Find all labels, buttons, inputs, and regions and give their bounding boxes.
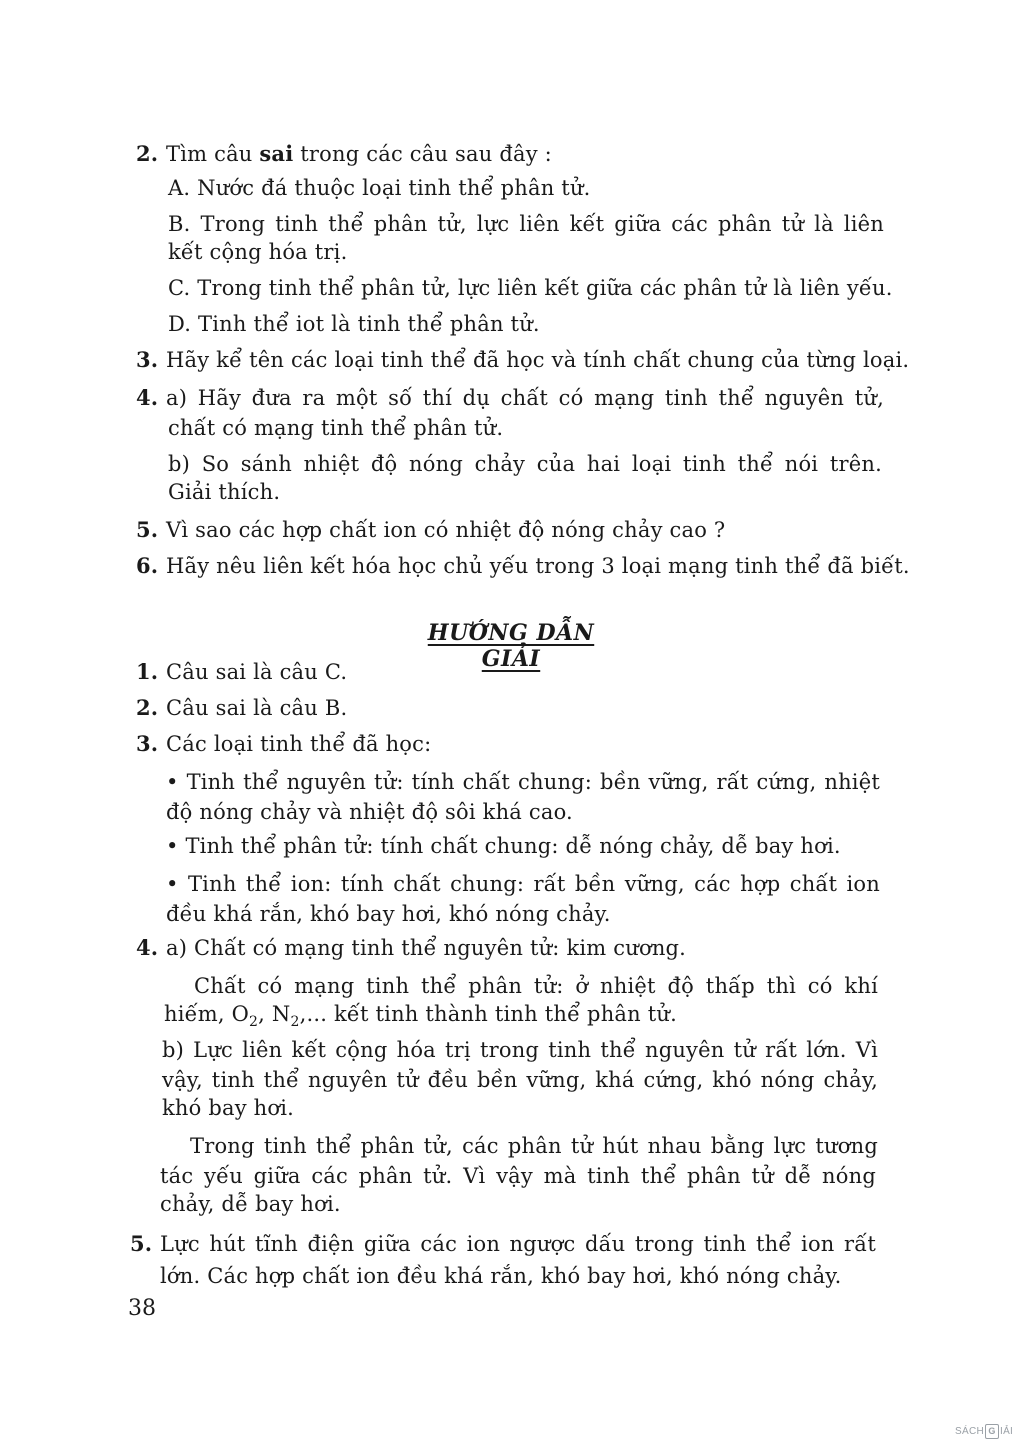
answer-1 [136,658,347,686]
question-text: Hãy nêu liên kết hóa học chủ yếu trong 3 loại mạng tinh thể đã biết. [166,554,910,578]
watermark-text: IẢI [999,1426,1014,1437]
answer-text: Câu sai là câu B. [166,696,348,720]
answer-2 [136,694,347,722]
option-b-line-1: B. Trong tinh thể phân tử, lực liên kết giữa các phân tử là liên [168,212,884,236]
question-4b-line-1: b) So sánh nhiệt độ nóng chảy của hai loại tinh thể nói trên. [168,452,882,476]
question-5 [136,516,725,544]
question-text-suffix: trong các câu sau đây : [293,142,552,166]
answer-3-bullet-3-line-2: đều khá rắn, khó bay hơi, khó nóng chảy. [166,902,611,926]
answer-3-bullet-1-line-2: độ nóng chảy và nhiệt độ sôi khá cao. [166,800,573,824]
answer-4c-line-3: chảy, dễ bay hơi. [160,1192,341,1216]
answer-4a-line-3 [164,1000,677,1036]
text-part: , N [258,1002,291,1026]
question-number: 2. [136,141,159,166]
watermark-text: SÁCH [955,1426,984,1437]
question-number: 6. [136,553,159,578]
answer-3-bullet-3-line-1: • Tinh thể ion: tính chất chung: rất bền vững, các hợp chất ion [166,872,880,896]
answer-number: 1. [136,659,159,684]
answer-number: 2. [136,695,159,720]
text-part: hiếm, O [164,1002,250,1026]
answer-4b-line-1: b) Lực liên kết cộng hóa trị trong tinh thể nguyên tử rất lớn. Vì [162,1038,878,1062]
answer-4b-line-2: vậy, tinh thể nguyên tử đều bền vững, khá cứng, khó nóng chảy, [162,1068,878,1092]
subscript: 2 [249,1014,259,1031]
subscript: 2 [290,1014,300,1031]
question-4b-line-2: Giải thích. [168,480,281,504]
answer-5-line-1 [130,1230,876,1258]
question-3 [136,346,909,374]
answer-4b-line-3: khó bay hơi. [162,1096,295,1120]
question-text: Vì sao các hợp chất ion có nhiệt độ nóng chảy cao ? [166,518,726,542]
question-number: 3. [136,347,159,372]
question-bold-word: sai [259,141,294,166]
answer-number: 5. [130,1231,153,1256]
section-heading: HƯỚNG DẪN GIẢI [427,620,595,672]
answer-3-bullet-2: • Tinh thể phân tử: tính chất chung: dễ nóng chảy, dễ bay hơi. [166,834,841,858]
question-4-line-1 [136,384,884,412]
answer-text: Các loại tinh thể đã học: [166,732,432,756]
answer-4-line-1 [136,934,686,962]
answer-text: Câu sai là câu C. [166,660,348,684]
page-number: 38 [128,1296,156,1321]
option-d: D. Tinh thể iot là tinh thể phân tử. [168,312,540,336]
watermark-box-icon: G [985,1424,999,1439]
option-c: C. Trong tinh thể phân tử, lực liên kết giữa các phân tử là liên yếu. [168,276,893,300]
question-2 [136,140,552,168]
question-text: Hãy kể tên các loại tinh thể đã học và tính chất chung của từng loại. [166,348,910,372]
question-text: a) Hãy đưa ra một số thí dụ chất có mạng tinh thể nguyên tử, [166,386,884,410]
question-6 [136,552,910,580]
answer-5-line-2: lớn. Các hợp chất ion đều khá rắn, khó bay hơi, khó nóng chảy. [160,1264,842,1288]
watermark-logo [955,1424,1013,1439]
answer-3-bullet-1-line-1: • Tinh thể nguyên tử: tính chất chung: bền vững, rất cứng, nhiệt [166,770,880,794]
question-text-prefix: Tìm câu [166,142,260,166]
answer-4c-line-2: tác yếu giữa các phân tử. Vì vậy mà tinh thể phân tử dễ nóng [160,1164,876,1188]
question-4-line-2: chất có mạng tinh thể phân tử. [168,416,504,440]
answer-4a-line-2: Chất có mạng tinh thể phân tử: ở nhiệt độ thấp thì có khí [194,974,878,998]
option-b-line-2: kết cộng hóa trị. [168,240,348,264]
answer-4c-line-1: Trong tinh thể phân tử, các phân tử hút nhau bằng lực tương [190,1134,878,1158]
answer-text: Lực hút tĩnh điện giữa các ion ngược dấu trong tinh thể ion rất [160,1232,876,1256]
answer-number: 3. [136,731,159,756]
answer-3 [136,730,431,758]
option-a: A. Nước đá thuộc loại tinh thể phân tử. [168,176,591,200]
question-number: 4. [136,385,159,410]
answer-text: a) Chất có mạng tinh thể nguyên tử: kim cương. [166,936,687,960]
text-part: ,... kết tinh thành tinh thể phân tử. [299,1002,677,1026]
answer-number: 4. [136,935,159,960]
question-number: 5. [136,517,159,542]
